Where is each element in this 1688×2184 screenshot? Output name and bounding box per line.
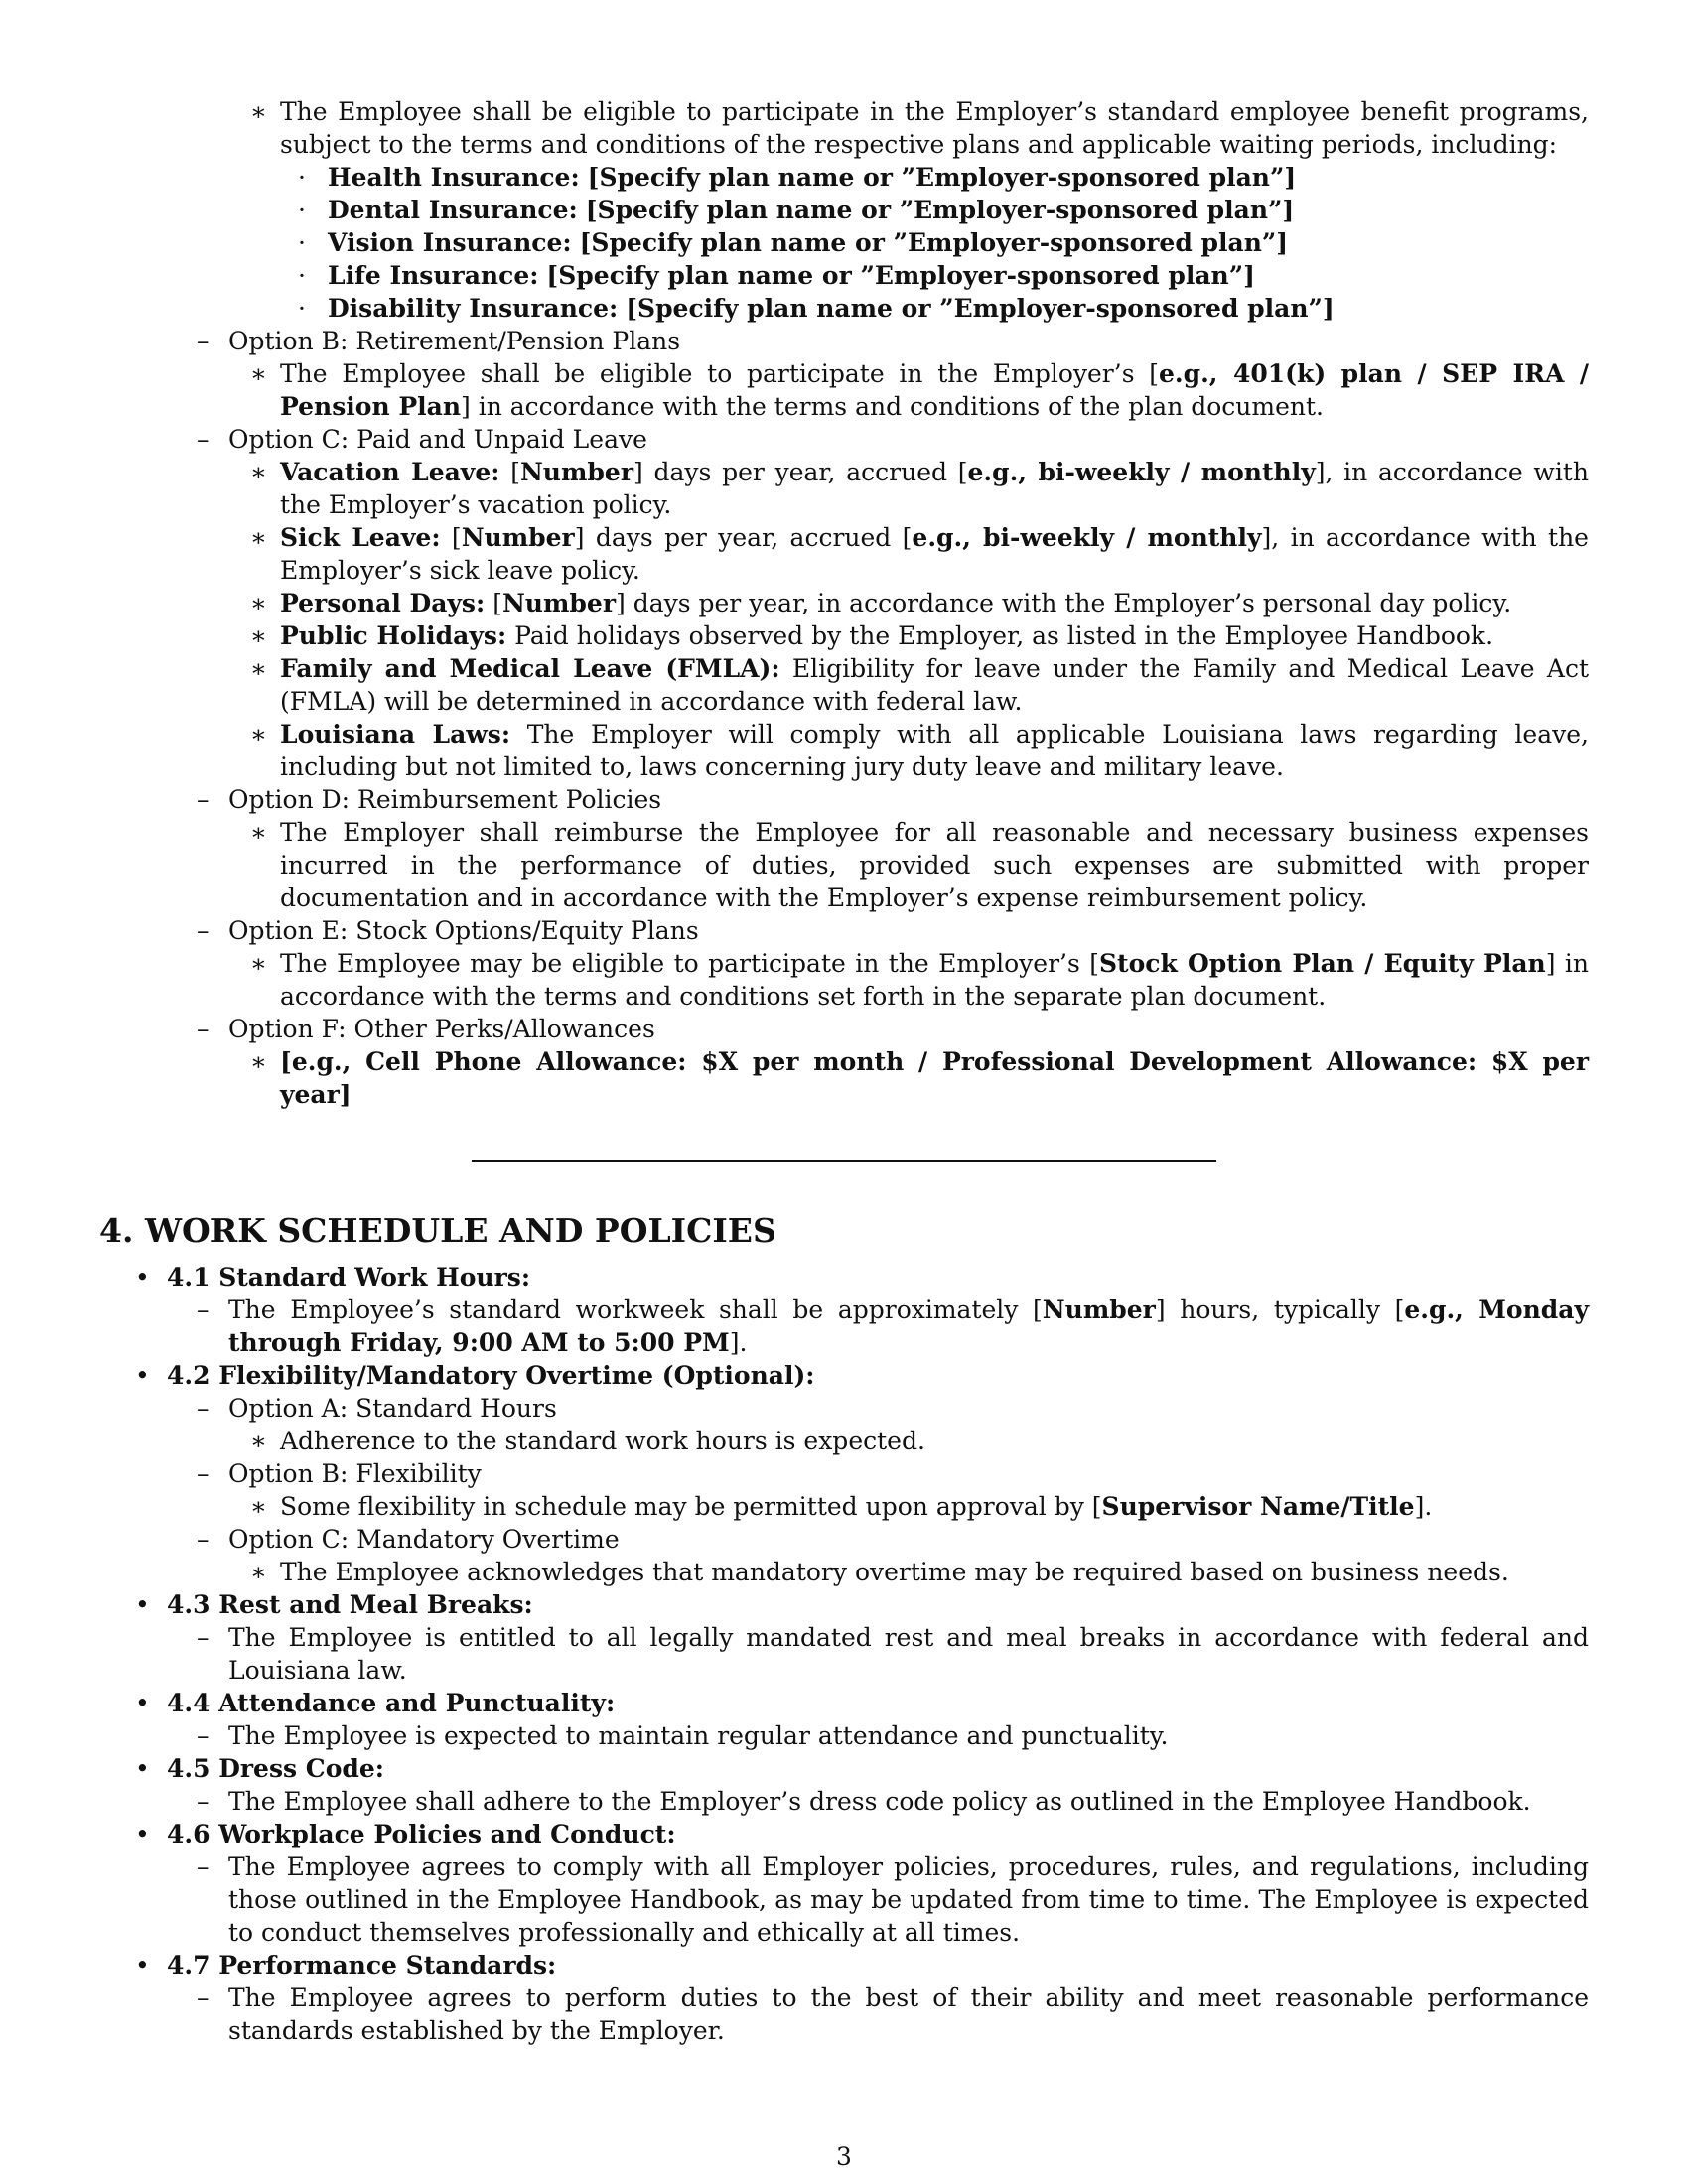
list-item	[99, 1949, 1589, 1981]
text-span: ] in accordance with the terms and conditions set forth in the separate plan document.	[280, 949, 1590, 1011]
subsection-title: 4.3 Rest and Meal Breaks:	[167, 1590, 533, 1619]
list-item	[99, 1523, 1589, 1556]
insurance-value: [Specify plan name or ”Employer-sponsored plan”]	[579, 228, 1289, 257]
list-item	[99, 619, 1589, 652]
placeholder-text: Number	[461, 523, 575, 552]
text-span: ] hours, typically [	[1155, 1296, 1405, 1324]
text-span: ] days per year, accrued [	[574, 523, 913, 552]
dot-marker: ·	[298, 261, 306, 290]
list-item	[99, 357, 1589, 423]
dash-marker: –	[197, 327, 210, 355]
list-item	[99, 1818, 1589, 1850]
text-span: [	[485, 589, 502, 617]
text-span: ].	[729, 1328, 748, 1357]
list-item	[99, 1392, 1589, 1425]
text-span: ] in accordance with the terms and conditions of the plan document.	[461, 392, 1324, 421]
subsection-text: The Employee shall adhere to the Employer’s dress code policy as outlined in the Employee Handbook.	[228, 1787, 1531, 1816]
list-item	[99, 1294, 1589, 1359]
insurance-label: Health Insurance:	[328, 163, 580, 192]
text-span: Some flexibility in schedule may be permitted upon approval by [	[280, 1492, 1102, 1521]
section-heading: 4. WORK SCHEDULE AND POLICIES	[99, 1211, 776, 1250]
list-item	[99, 95, 1589, 161]
list-item	[99, 1359, 1589, 1392]
asterisk-marker: ∗	[250, 621, 267, 650]
text-span: The Employer will comply with all applicable Louisiana laws regarding leave, including but not limited to, laws concerning jury duty leave and military leave.	[280, 720, 1589, 781]
text-span: ], in accordance with the Employer’s vacation policy.	[280, 458, 1589, 519]
insurance-label: Life Insurance:	[328, 261, 539, 290]
list-item	[99, 816, 1589, 914]
subsection-title: 4.6 Workplace Policies and Conduct:	[167, 1820, 676, 1848]
list-item	[99, 194, 1589, 226]
list-item	[99, 1850, 1589, 1949]
bullet-marker: •	[135, 1689, 150, 1717]
placeholder-text: Stock Option Plan / Equity Plan	[1099, 949, 1546, 978]
dash-marker: –	[197, 1296, 210, 1324]
asterisk-marker: ∗	[250, 458, 267, 486]
placeholder-text: [e.g., Cell Phone Allowance: $X per month / Professional Development Allowance: $X per year]	[280, 1047, 1589, 1109]
leave-label: Personal Days:	[280, 589, 486, 617]
asterisk-marker: ∗	[250, 720, 267, 749]
benefits-intro: The Employee shall be eligible to participate in the Employer’s standard employee benefit programs, subject to the terms and conditions of the respective plans and applicable waiting periods, including:	[280, 97, 1589, 159]
list-item	[99, 1261, 1589, 1294]
option-title: Option F: Other Perks/Allowances	[228, 1015, 655, 1043]
list-item	[99, 1621, 1589, 1687]
dot-marker: ·	[298, 163, 306, 192]
asterisk-marker: ∗	[250, 359, 267, 388]
section-divider	[472, 1160, 1216, 1162]
option-title: Option E: Stock Options/Equity Plans	[228, 916, 699, 945]
subsection-title: 4.1 Standard Work Hours:	[167, 1263, 531, 1292]
text-span: ], in accordance with the Employer’s sick leave policy.	[280, 523, 1589, 585]
insurance-label: Disability Insurance:	[328, 294, 619, 323]
dash-marker: –	[197, 1623, 210, 1652]
benefits-continued	[99, 95, 1589, 1111]
list-item	[99, 1457, 1589, 1490]
asterisk-marker: ∗	[250, 1558, 267, 1586]
bullet-marker: •	[135, 1820, 150, 1848]
dash-marker: –	[197, 1721, 210, 1750]
asterisk-marker: ∗	[250, 1427, 267, 1455]
insurance-value: [Specify plan name or ”Employer-sponsored plan”]	[626, 294, 1335, 323]
list-item	[99, 1013, 1589, 1045]
list-item	[99, 226, 1589, 259]
text-span: ] days per year, accrued [	[633, 458, 968, 486]
subsection-text: The Employee is expected to maintain regular attendance and punctuality.	[228, 1721, 1169, 1750]
dash-marker: –	[197, 785, 210, 814]
list-item	[99, 718, 1589, 783]
dash-marker: –	[197, 1394, 210, 1423]
subsection-title: 4.5 Dress Code:	[167, 1754, 384, 1783]
dash-marker: –	[197, 916, 210, 945]
insurance-value: [Specify plan name or ”Employer-sponsored plan”]	[585, 196, 1295, 224]
list-item	[99, 1719, 1589, 1752]
list-item	[99, 456, 1589, 521]
dash-marker: –	[197, 1787, 210, 1816]
subsection-title: 4.2 Flexibility/Mandatory Overtime (Optional):	[167, 1361, 815, 1390]
text-span: [	[499, 458, 520, 486]
leave-label: Louisiana Laws:	[280, 720, 511, 749]
asterisk-marker: ∗	[250, 949, 267, 978]
option-title: Option D: Reimbursement Policies	[228, 785, 662, 814]
placeholder-text: e.g., bi-weekly / monthly	[912, 523, 1262, 552]
insurance-label: Vision Insurance:	[328, 228, 572, 257]
dot-marker: ·	[298, 228, 306, 257]
placeholder-text: e.g., Monday through Friday, 9:00 AM to 5:00 PM	[228, 1296, 1589, 1357]
text-span: The Employee may be eligible to participate in the Employer’s [	[280, 949, 1099, 978]
insurance-value: [Specify plan name or ”Employer-sponsored plan”]	[587, 163, 1297, 192]
subsection-text: The Employee agrees to comply with all Employer policies, procedures, rules, and regulations, including those outlined in the Employee Handbook, as may be updated from time to time. The Employee is expected to conduct themselves professionally and ethically at all times.	[228, 1852, 1589, 1947]
option-text: Adherence to the standard work hours is expected.	[280, 1427, 925, 1455]
asterisk-marker: ∗	[250, 1492, 267, 1521]
list-item	[99, 325, 1589, 357]
list-item	[99, 1556, 1589, 1588]
list-item	[99, 259, 1589, 292]
text-span: The Employee shall be eligible to participate in the Employer’s [	[280, 359, 1160, 388]
leave-label: Vacation Leave:	[280, 458, 500, 486]
option-title: Option C: Mandatory Overtime	[228, 1525, 620, 1554]
list-item	[99, 1687, 1589, 1719]
list-item	[99, 423, 1589, 456]
dot-marker: ·	[298, 294, 306, 323]
bullet-marker: •	[135, 1951, 150, 1979]
placeholder-text: Number	[1042, 1296, 1156, 1324]
text-span: ].	[1414, 1492, 1433, 1521]
text-span: [	[440, 523, 462, 552]
text-span: The Employee’s standard workweek shall be approximately [	[228, 1296, 1043, 1324]
option-title: Option B: Flexibility	[228, 1459, 482, 1488]
list-item	[99, 1981, 1589, 2047]
bullet-marker: •	[135, 1361, 150, 1390]
subsection-text: The Employee is entitled to all legally mandated rest and meal breaks in accordance with federal and Louisiana law.	[228, 1623, 1589, 1685]
list-item	[99, 1490, 1589, 1523]
list-item	[99, 1588, 1589, 1621]
leave-label: Family and Medical Leave (FMLA):	[280, 654, 780, 683]
section-4-body	[99, 1261, 1589, 2047]
leave-label: Sick Leave:	[280, 523, 441, 552]
list-item	[99, 1425, 1589, 1457]
bullet-marker: •	[135, 1263, 150, 1292]
list-item	[99, 161, 1589, 194]
asterisk-marker: ∗	[250, 589, 267, 617]
asterisk-marker: ∗	[250, 1047, 267, 1076]
placeholder-text: e.g., 401(k) plan / SEP IRA / Pension Plan	[280, 359, 1589, 421]
placeholder-text: Number	[501, 589, 616, 617]
placeholder-text: Number	[519, 458, 633, 486]
list-item	[99, 587, 1589, 619]
subsection-text: The Employee agrees to perform duties to the best of their ability and meet reasonable performance standards established by the Employer.	[228, 1983, 1589, 2045]
list-item	[99, 652, 1589, 718]
option-title: Option A: Standard Hours	[228, 1394, 557, 1423]
list-item	[99, 1752, 1589, 1785]
option-text: The Employer shall reimburse the Employee for all reasonable and necessary business expenses incurred in the performance of duties, provided such expenses are submitted with proper documentation and in accordance with the Employer’s expense reimbursement policy.	[280, 818, 1589, 912]
dash-marker: –	[197, 1015, 210, 1043]
list-item	[99, 783, 1589, 816]
placeholder-text: Supervisor Name/Title	[1101, 1492, 1415, 1521]
list-item	[99, 521, 1589, 587]
dash-marker: –	[197, 1459, 210, 1488]
placeholder-text: e.g., bi-weekly / monthly	[967, 458, 1316, 486]
asterisk-marker: ∗	[250, 654, 267, 683]
dash-marker: –	[197, 1983, 210, 2012]
text-span: Eligibility for leave under the Family and Medical Leave Act (FMLA) will be determined in accordance with federal law.	[280, 654, 1589, 716]
text-span: Paid holidays observed by the Employer, as listed in the Employee Handbook.	[506, 621, 1494, 650]
subsection-title: 4.4 Attendance and Punctuality:	[167, 1689, 616, 1717]
subsection-title: 4.7 Performance Standards:	[167, 1951, 557, 1979]
dash-marker: –	[197, 425, 210, 454]
list-item	[99, 1785, 1589, 1818]
page-number: 3	[836, 2142, 852, 2171]
option-title: Option B: Retirement/Pension Plans	[228, 327, 681, 355]
text-span: ] days per year, in accordance with the Employer’s personal day policy.	[616, 589, 1512, 617]
insurance-value: [Specify plan name or ”Employer-sponsored plan”]	[546, 261, 1255, 290]
asterisk-marker: ∗	[250, 97, 267, 126]
list-item	[99, 1045, 1589, 1111]
bullet-marker: •	[135, 1754, 150, 1783]
dot-marker: ·	[298, 196, 306, 224]
bullet-marker: •	[135, 1590, 150, 1619]
option-text: The Employee acknowledges that mandatory overtime may be required based on business needs.	[280, 1558, 1509, 1586]
asterisk-marker: ∗	[250, 818, 267, 847]
dash-marker: –	[197, 1525, 210, 1554]
leave-label: Public Holidays:	[280, 621, 507, 650]
list-item	[99, 947, 1589, 1013]
option-title: Option C: Paid and Unpaid Leave	[228, 425, 647, 454]
list-item	[99, 914, 1589, 947]
list-item	[99, 292, 1589, 325]
insurance-label: Dental Insurance:	[328, 196, 578, 224]
asterisk-marker: ∗	[250, 523, 267, 552]
dash-marker: –	[197, 1852, 210, 1881]
